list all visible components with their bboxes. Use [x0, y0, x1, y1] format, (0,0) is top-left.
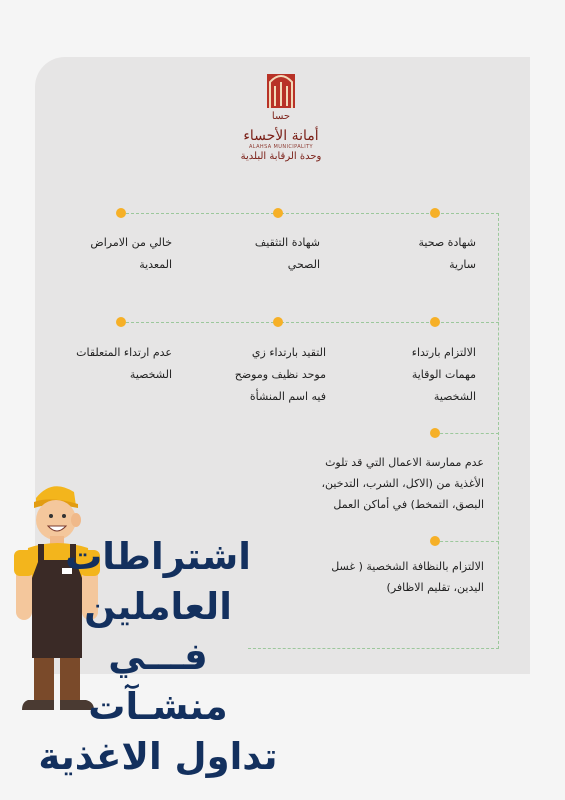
municipality-logo [230, 72, 332, 167]
logo-mark-icon [261, 72, 301, 122]
headline-line-3: فـــي [108, 635, 208, 678]
logo-unit: وحدة الرقابة البلدية [240, 151, 322, 162]
logo-title: أمانة الأحساء [243, 128, 319, 144]
connector-item-7 [435, 433, 499, 434]
bullet-dot [273, 208, 283, 218]
poster-headline [38, 532, 278, 782]
headline-line-5: تداول الاغذية [38, 735, 278, 778]
requirement-no-contaminating-acts: عدم ممارسة الاعمال التي قد تلوث الأغذية من (الاكل، الشرب، التدخين، البصق، التمخط) في أماكن العمل [321, 456, 484, 511]
headline-line-2: العاملين [84, 585, 232, 628]
connector-bottom [248, 648, 499, 649]
logo-subtitle-en: ALAHSA MUNICIPALITY [248, 144, 314, 150]
bullet-dot [430, 208, 440, 218]
bullet-dot [116, 317, 126, 327]
requirement-health-education: شهادة التثقيف الصحي [254, 236, 320, 271]
requirement-protective-gear: الالتزام بارتداء مهمات الوقاية الشخصية [411, 346, 476, 403]
connector-vertical [498, 213, 499, 649]
connector-row-2 [121, 322, 499, 323]
requirement-uniform: التقيد بارتداء زي موحد نظيف وموضح فيه اسم المنشأة [234, 346, 326, 403]
connector-row-1 [121, 213, 499, 214]
requirement-personal-hygiene: الالتزام بالنظافة الشخصية ( غسل اليدين، تقليم الاظافر) [331, 560, 484, 594]
bullet-dot [430, 536, 440, 546]
headline-line-4: منشـآت [88, 685, 228, 728]
requirement-health-certificate: شهادة صحية سارية [418, 236, 476, 271]
bullet-dot [430, 428, 440, 438]
requirement-disease-free: خالي من الامراض المعدية [90, 236, 172, 271]
headline-line-1: اشتراطات [65, 535, 251, 578]
requirement-personal-items: عدم ارتداء المتعلقات الشخصية [76, 346, 172, 381]
logo-mark-text: حسا [271, 111, 291, 122]
bullet-dot [430, 317, 440, 327]
connector-item-8 [435, 541, 499, 542]
bullet-dot [273, 317, 283, 327]
bullet-dot [116, 208, 126, 218]
